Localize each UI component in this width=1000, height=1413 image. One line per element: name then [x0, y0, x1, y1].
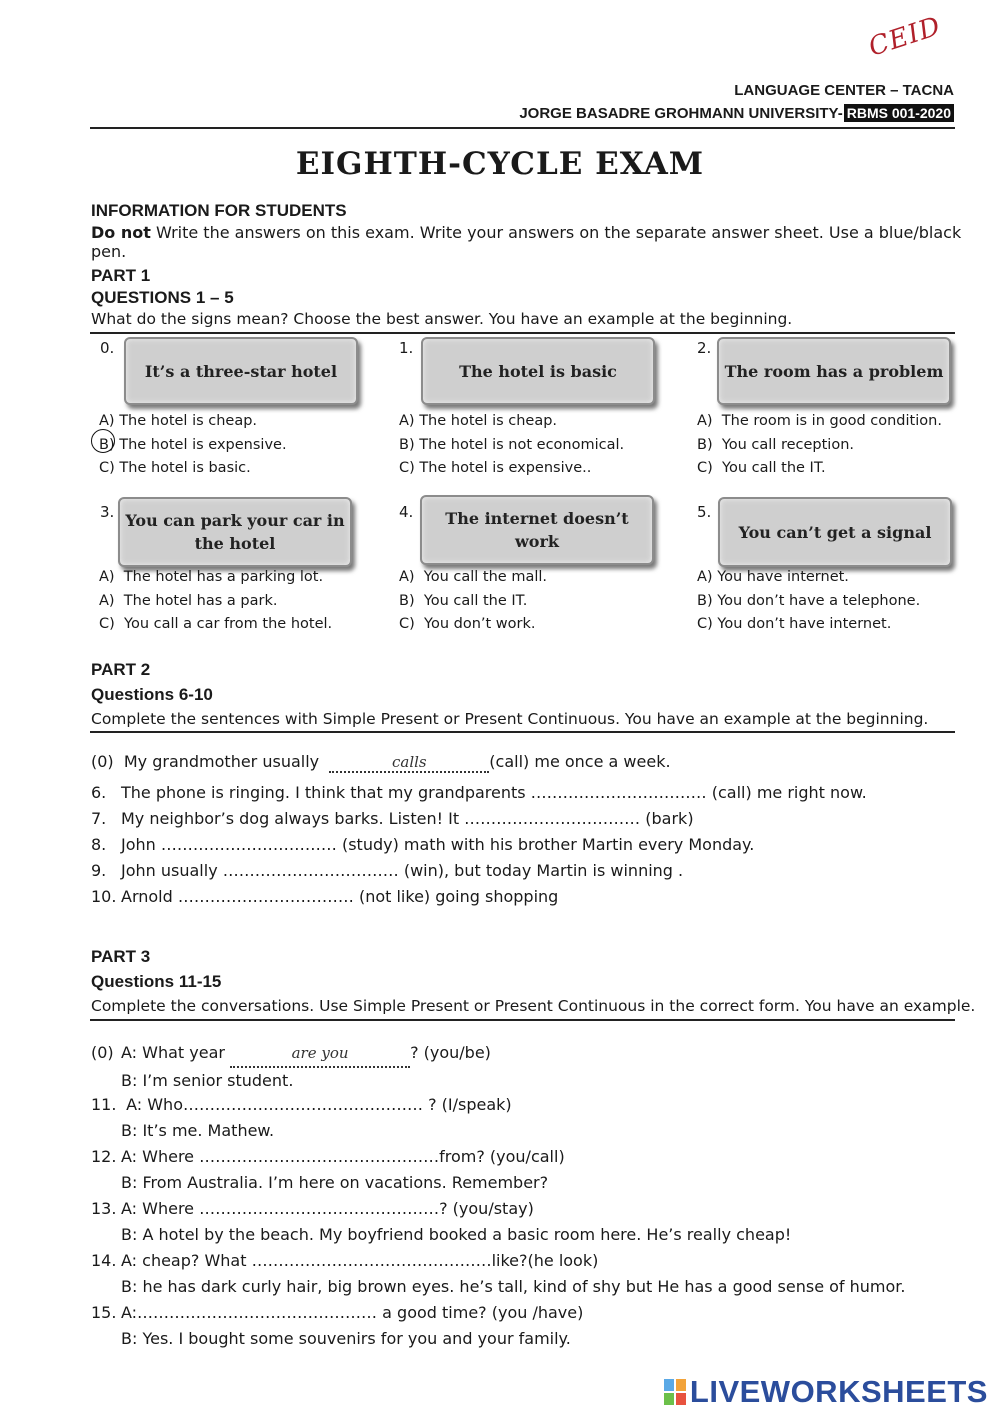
option[interactable]: B) You don’t have a telephone.: [697, 592, 921, 609]
list-item[interactable]: 15. A:……………………………………… a good time? (you /have): [91, 1303, 584, 1322]
liveworksheets-logo[interactable]: [664, 1374, 988, 1410]
list-item[interactable]: 14. A: cheap? What ………………………………………like?(he look): [91, 1251, 599, 1270]
part2-divider: [90, 731, 955, 733]
info-text: [91, 223, 1000, 261]
option[interactable]: C) You call a car from the hotel.: [99, 616, 333, 632]
exam-title: EIGHTH-CYCLE EXAM: [295, 146, 705, 182]
header-divider: [90, 127, 955, 129]
language-center-heading: LANGUAGE CENTER – TACNA: [734, 82, 954, 99]
example-sentence: (0) My grandmother usually calls (call) me once a week.: [91, 752, 671, 771]
item-number: 0.: [100, 339, 115, 357]
sign-box: You can’t get a signal: [718, 497, 952, 567]
sign-box: You can park your car in the hotel: [118, 497, 352, 567]
option[interactable]: A) The hotel is cheap.: [399, 413, 558, 429]
option[interactable]: C) You don’t have internet.: [697, 616, 892, 632]
university-name: JORGE BASADRE GROHMANN UNIVERSITY-: [519, 104, 843, 122]
part3-heading: PART 3: [91, 947, 151, 966]
option[interactable]: C) You don’t work.: [399, 616, 536, 632]
option[interactable]: B) The hotel is not economical.: [399, 436, 625, 453]
sign-box: The hotel is basic: [421, 337, 655, 405]
list-item[interactable]: 7. My neighbor’s dog always barks. Listen! It …………………………… (bark): [91, 809, 694, 828]
option[interactable]: C) You call the IT.: [697, 460, 826, 476]
selected-answer-circle: [91, 429, 115, 453]
reply-line: B: A hotel by the beach. My boyfriend booked a basic room here. He’s really cheap!: [121, 1225, 792, 1244]
part1-subheading: QUESTIONS 1 – 5: [91, 288, 234, 307]
info-bold: Do not: [91, 223, 151, 242]
list-item[interactable]: 11. A: Who……………………………………… ? (I/speak): [91, 1095, 512, 1114]
list-item[interactable]: 9. John usually …………………………… (win), but today Martin is winning .: [91, 861, 684, 880]
item-number: 1.: [399, 339, 414, 357]
list-item[interactable]: 8. John …………………………… (study) math with his brother Martin every Monday.: [91, 835, 755, 854]
part3-subheading: Questions 11-15: [91, 972, 222, 991]
part3-instruction: Complete the conversations. Use Simple Present or Present Continuous in the correct form. You have an example.: [91, 997, 976, 1015]
option[interactable]: A) The hotel has a parking lot.: [99, 569, 324, 585]
sign-box: The room has a problem: [717, 337, 951, 405]
part1-divider: [90, 332, 955, 334]
part2-list: [91, 780, 867, 910]
options-list: [99, 566, 332, 637]
info-body: Write the answers on this exam. Write your answers on the separate answer sheet. Use a blue/black pen.: [91, 223, 962, 261]
options-list: [99, 410, 287, 481]
resolution-code-badge: RBMS 001-2020: [844, 104, 954, 122]
part2-heading: PART 2: [91, 660, 151, 679]
part1-instruction: What do the signs mean? Choose the best answer. You have an example at the beginning.: [91, 310, 793, 328]
list-item[interactable]: 10. Arnold …………………………… (not like) going shopping: [91, 887, 559, 906]
item-number: 5.: [697, 503, 712, 521]
option[interactable]: C) The hotel is expensive..: [399, 460, 592, 476]
option[interactable]: A) You have internet.: [697, 569, 849, 585]
reply-line: B: It’s me. Mathew.: [121, 1121, 275, 1140]
item-number: 3.: [100, 503, 115, 521]
options-list: [399, 566, 547, 637]
ceid-logo: CEID: [865, 11, 945, 63]
part2-subheading: Questions 6-10: [91, 685, 213, 704]
part3-list: [91, 1092, 906, 1352]
university-heading: [519, 104, 954, 122]
example-answer-field[interactable]: calls: [329, 752, 489, 773]
option[interactable]: B) The hotel is expensive.: [99, 436, 287, 453]
item-number: 4.: [399, 503, 414, 521]
list-item[interactable]: 13. A: Where ………………………………………? (you/stay): [91, 1199, 534, 1218]
option[interactable]: B) You call reception.: [697, 436, 854, 453]
reply-line: B: From Australia. I’m here on vacations. Remember?: [121, 1173, 549, 1192]
reply-line: B: he has dark curly hair, big brown eyes. he’s tall, kind of shy but He has a good sense of humor.: [121, 1277, 906, 1296]
option[interactable]: C) The hotel is basic.: [99, 460, 251, 476]
part3-divider: [90, 1019, 955, 1021]
liveworksheets-icon: [664, 1379, 686, 1405]
liveworksheets-text: LIVEWORKSHEETS: [689, 1374, 988, 1409]
list-item[interactable]: 12. A: Where ………………………………………from? (you/call): [91, 1147, 565, 1166]
info-heading: INFORMATION FOR STUDENTS: [91, 201, 347, 220]
options-list: [399, 410, 624, 481]
option[interactable]: A) The hotel has a park.: [99, 592, 278, 609]
list-item[interactable]: 6. The phone is ringing. I think that my grandparents …………………………… (call) me right now.: [91, 783, 867, 802]
option[interactable]: A) The hotel is cheap.: [99, 413, 258, 429]
options-list: [697, 566, 920, 637]
reply-line: B: Yes. I bought some souvenirs for you and your family.: [121, 1329, 571, 1348]
item-number: 2.: [697, 339, 712, 357]
option[interactable]: B) You call the IT.: [399, 592, 528, 609]
part2-instruction: Complete the sentences with Simple Present or Present Continuous. You have an example at the beginning.: [91, 710, 929, 728]
sign-box: The internet doesn’t work: [420, 495, 654, 565]
option[interactable]: A) You call the mall.: [399, 569, 548, 585]
part1-heading: PART 1: [91, 266, 151, 285]
option[interactable]: A) The room is in good condition.: [697, 413, 942, 429]
example-answer-field[interactable]: are you: [230, 1040, 410, 1068]
options-list: [697, 410, 942, 481]
example-conversation: (0) A: What year are you ? (you/be) B: I’m senior student.: [91, 1040, 491, 1094]
sign-box: It’s a three-star hotel: [124, 337, 358, 405]
